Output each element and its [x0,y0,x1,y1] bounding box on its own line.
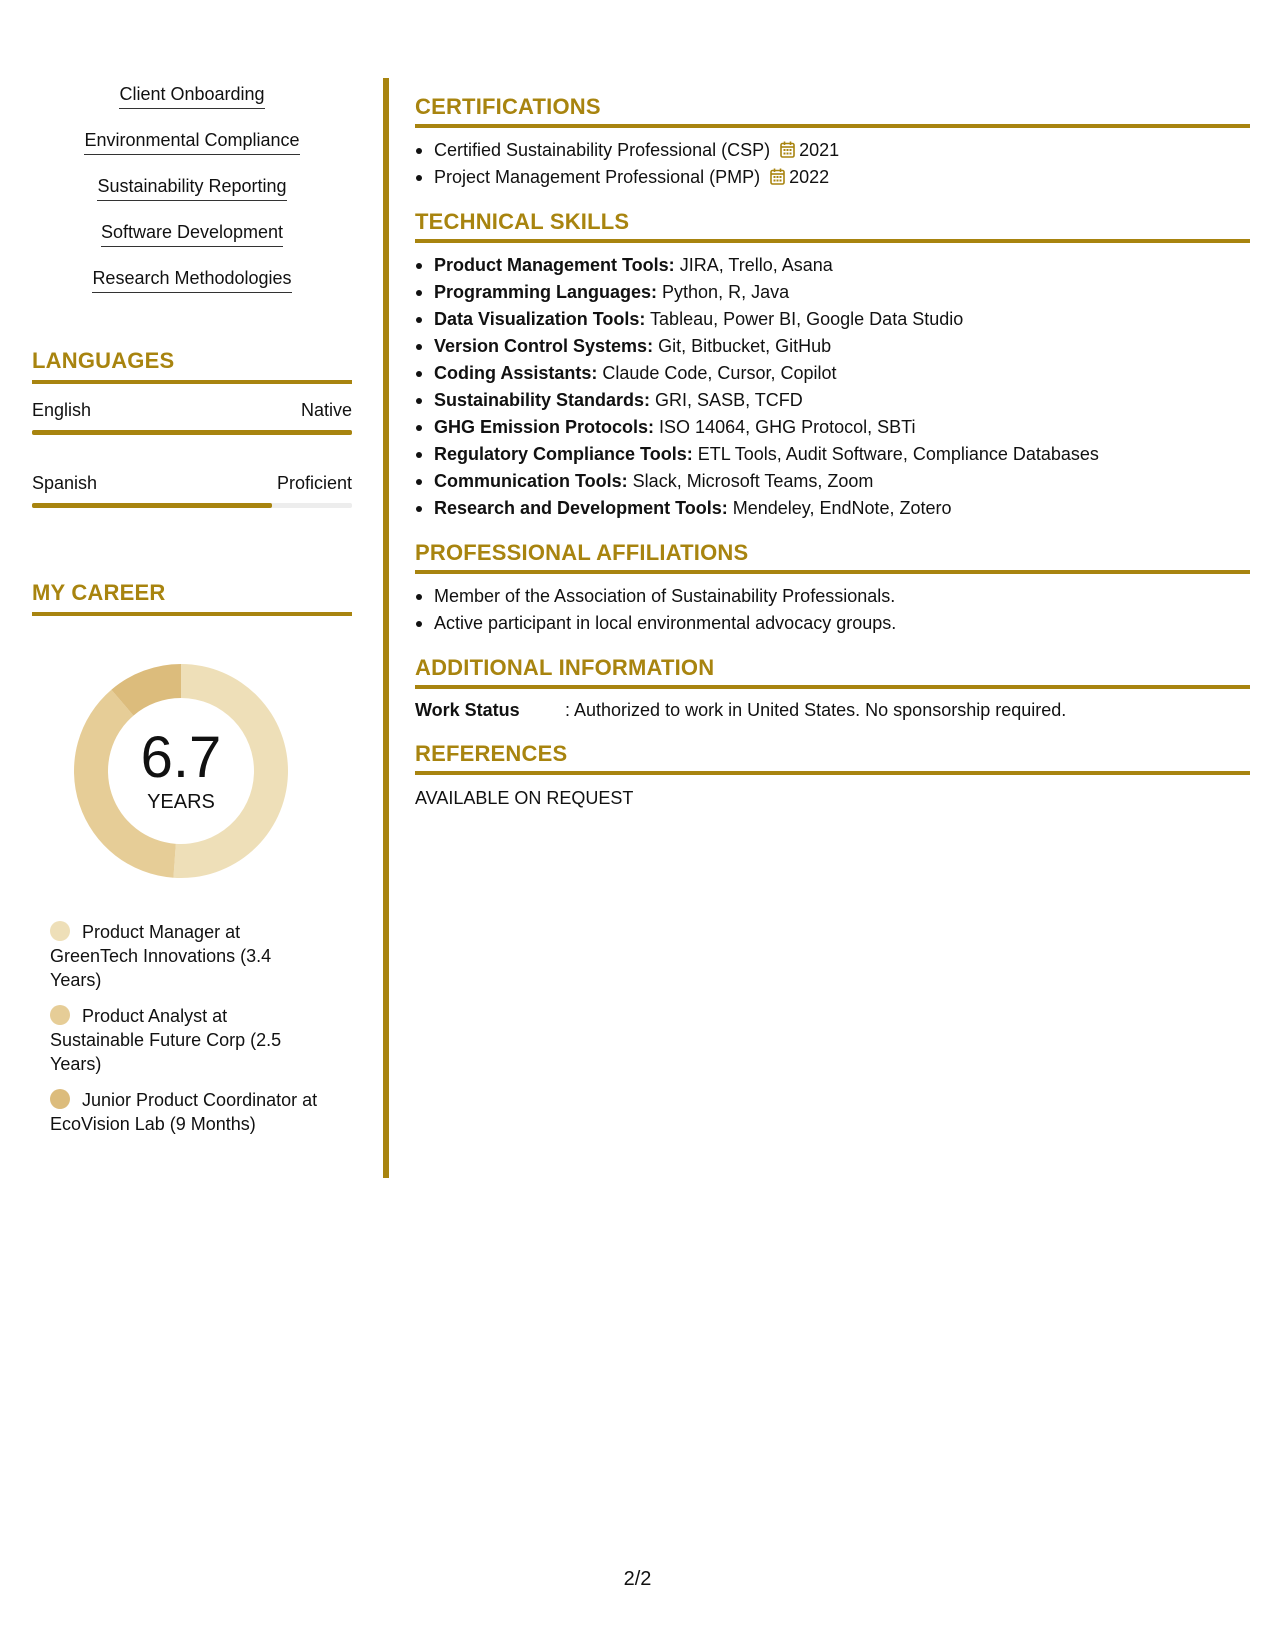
language-bar [32,503,352,508]
skill-tag: Environmental Compliance [84,128,299,155]
legend-dot-icon [50,921,70,941]
skill-category: Data Visualization Tools: [434,309,646,329]
language-bar-fill [32,503,272,508]
skill-category: Product Management Tools: [434,255,675,275]
legend-item [50,1088,320,1136]
skill-values: Python, R, Java [657,282,790,302]
skill-category: Version Control Systems: [434,336,654,356]
skill-tag: Research Methodologies [92,266,291,293]
page-number: 2/2 [623,1568,652,1590]
references-section [415,741,1250,811]
legend-label: Product Analyst at Sustainable Future Corp (2.5 Years) [50,1006,282,1074]
affiliations-list [415,583,1250,637]
career-legend [50,920,320,1136]
affiliations-section [415,540,1250,637]
additional-info-section [415,655,1250,723]
technical-skill-item [415,306,1250,333]
additional-info-heading: ADDITIONAL INFORMATION [415,655,1250,689]
column-divider [383,78,389,1178]
skill-category: Communication Tools: [434,471,628,491]
certification-year: 2021 [799,140,840,160]
technical-skill-item [415,441,1250,468]
technical-skills-heading: TECHNICAL SKILLS [415,209,1250,243]
skill-tags [32,82,352,312]
language-row [32,398,352,435]
left-column [32,82,352,1148]
donut-center [66,656,296,886]
skill-values: JIRA, Trello, Asana [674,255,833,275]
skill-values: Git, Bitbucket, GitHub [653,336,832,356]
technical-skills-list [415,252,1250,522]
skill-category: Regulatory Compliance Tools: [434,444,693,464]
skill-values: Mendeley, EndNote, Zotero [727,498,952,518]
certification-name: Certified Sustainability Professional (CSP) [434,140,771,160]
skill-tag: Software Development [101,220,283,247]
skill-values: ISO 14064, GHG Protocol, SBTi [654,417,916,437]
skill-category: Coding Assistants: [434,363,598,383]
certifications-section [415,94,1250,191]
affiliations-heading: PROFESSIONAL AFFILIATIONS [415,540,1250,574]
calendar-icon [780,141,795,158]
career-heading: MY CAREER [32,580,352,616]
legend-item [50,920,320,992]
language-name: Spanish [32,473,98,493]
skill-category: Research and Development Tools: [434,498,728,518]
technical-skill-item [415,279,1250,306]
technical-skill-item [415,468,1250,495]
language-bar-fill [32,430,352,435]
career-total-unit: YEARS [147,791,215,813]
work-status-label: Work Status [415,700,520,720]
skill-values: ETL Tools, Audit Software, Compliance Databases [692,444,1099,464]
certification-year: 2022 [789,167,830,187]
skill-category: Sustainability Standards: [434,390,651,410]
skill-values: Slack, Microsoft Teams, Zoom [627,471,874,491]
certifications-heading: CERTIFICATIONS [415,94,1250,128]
language-level: Native [300,400,352,420]
legend-label: Product Manager at GreenTech Innovations (3.4 Years) [50,922,272,990]
technical-skill-item [415,387,1250,414]
legend-label: Junior Product Coordinator at EcoVision Lab (9 Months) [50,1090,318,1134]
certification-item [415,164,1250,191]
affiliation-item: Member of the Association of Sustainability Professionals. [415,583,1250,610]
language-bar [32,430,352,435]
technical-skills-section [415,209,1250,522]
languages-heading: LANGUAGES [32,348,352,384]
skill-values: GRI, SASB, TCFD [650,390,803,410]
language-name: English [32,400,92,420]
language-row [32,471,352,508]
technical-skill-item [415,252,1250,279]
skill-tag: Sustainability Reporting [97,174,286,201]
legend-item [50,1004,320,1076]
right-column [415,94,1250,829]
technical-skill-item [415,414,1250,441]
legend-dot-icon [50,1089,70,1109]
calendar-icon [770,168,785,185]
skill-values: Tableau, Power BI, Google Data Studio [645,309,964,329]
language-level: Proficient [276,473,352,493]
career-donut-chart [66,656,296,886]
skill-category: GHG Emission Protocols: [434,417,655,437]
legend-dot-icon [50,1005,70,1025]
skill-values: Claude Code, Cursor, Copilot [597,363,837,383]
technical-skill-item [415,333,1250,360]
references-text: AVAILABLE ON REQUEST [415,788,634,808]
references-heading: REFERENCES [415,741,1250,775]
affiliation-item: Active participant in local environmental advocacy groups. [415,610,1250,637]
certification-name: Project Management Professional (PMP) [434,167,761,187]
work-status-value: : Authorized to work in United States. No sponsorship required. [565,700,1067,720]
technical-skill-item [415,360,1250,387]
work-status-row [415,697,1250,723]
skill-category: Programming Languages: [434,282,658,302]
career-total-value: 6.7 [140,725,222,790]
certifications-list [415,137,1250,191]
skill-tag: Client Onboarding [119,82,264,109]
certification-item [415,137,1250,164]
technical-skill-item [415,495,1250,522]
